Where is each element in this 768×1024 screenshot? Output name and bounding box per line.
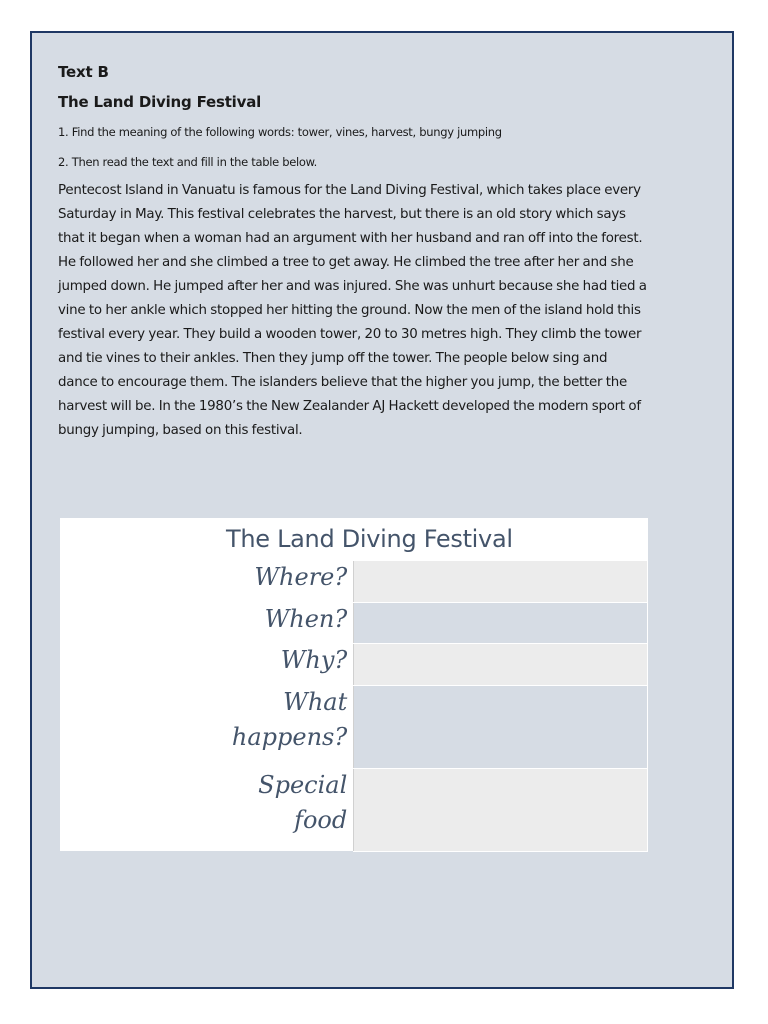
row-label-why: Why? [60, 643, 354, 685]
worksheet-content [58, 62, 648, 443]
answer-cell-when[interactable] [354, 602, 648, 643]
table-row [60, 685, 648, 768]
row-label-special-food-line2: food [294, 806, 348, 834]
table-title-row [60, 518, 648, 560]
answer-cell-special-food[interactable] [354, 768, 648, 851]
answer-cell-why[interactable] [354, 643, 648, 685]
festival-table [60, 518, 648, 852]
document-title: The Land Diving Festival [58, 93, 262, 111]
answer-cell-where[interactable] [354, 560, 648, 602]
table-row [60, 560, 648, 602]
text-label: Text B [58, 63, 109, 81]
answer-cell-what-happens[interactable] [354, 685, 648, 768]
table-row [60, 602, 648, 643]
row-label-special-food-line1: Special [258, 771, 348, 799]
instruction-2: 2. Then read the text and fill in the table below. [58, 155, 318, 169]
row-label-what-happens-line2: happens? [231, 723, 348, 751]
festival-table-container [60, 518, 648, 852]
row-label-what-happens-line1: What [283, 688, 348, 716]
row-label-when: When? [60, 602, 354, 643]
table-row [60, 768, 648, 851]
row-label-what-happens [60, 685, 354, 768]
instruction-1: 1. Find the meaning of the following words: tower, vines, harvest, bungy jumping [58, 125, 502, 139]
table-title: The Land Diving Festival [60, 518, 648, 560]
row-label-where: Where? [60, 560, 354, 602]
row-label-special-food [60, 768, 354, 851]
table-row [60, 643, 648, 685]
reading-passage: Pentecost Island in Vanuatu is famous for the Land Diving Festival, which takes place every Saturday in May. This festival celebrates the harvest, but there is an old story which says that it began when a woman had an argument with her husband and ran off into the forest. He followed her and she climbed a tree to get away. He climbed the tree after her and she jumped down. He jumped after her and was injured. She was unhurt because she had tied a vine to her ankle which stopped her hitting the ground. Now the men of the island hold this festival every year. They build a wooden tower, 20 to 30 metres high. They climb the tower and tie vines to their ankles. Then they jump off the tower. The people below sing and dance to encourage them. The islanders believe that the higher you jump, the better the harvest will be. In the 1980’s the New Zealander AJ Hackett developed the modern sport of bungy jumping, based on this festival. [58, 183, 647, 438]
